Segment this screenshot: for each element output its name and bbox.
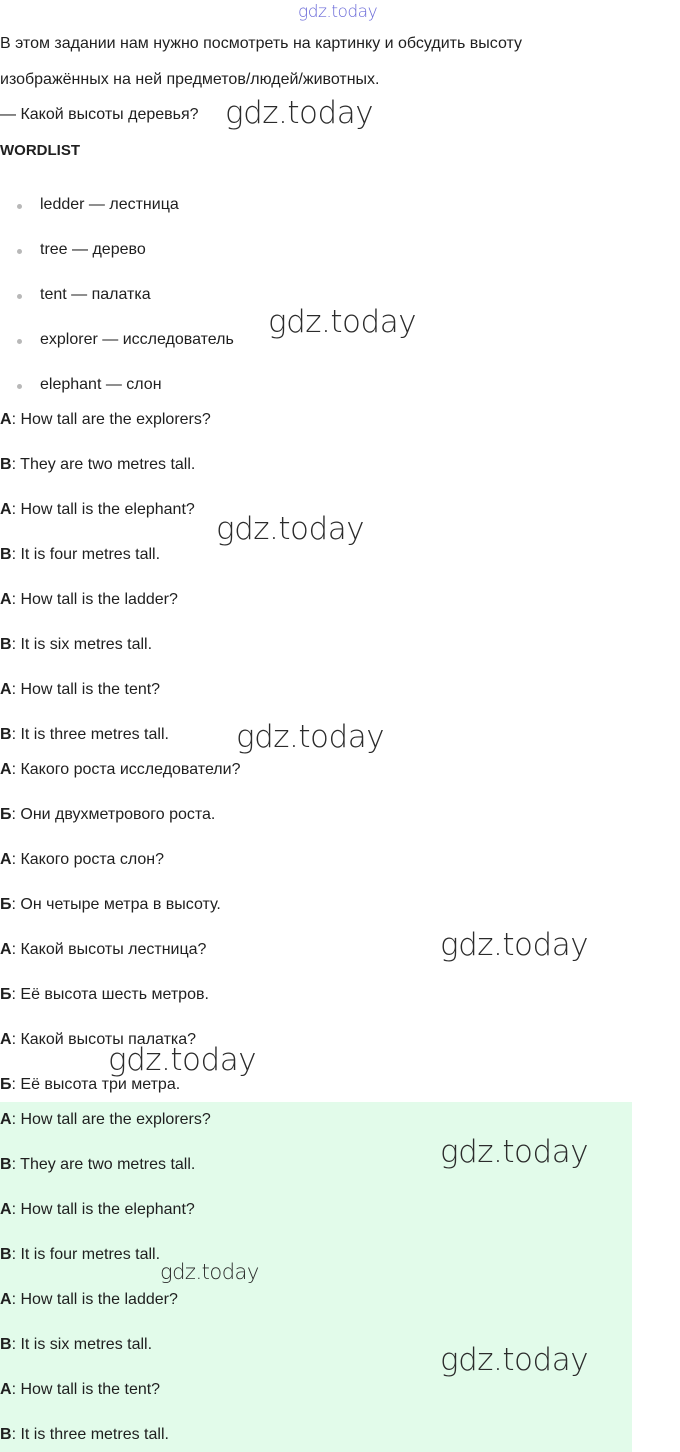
dialogue-line (0, 1156, 195, 1174)
dialogue-text: : How tall are the explorers? (11, 1111, 211, 1128)
dialogue-line (0, 1111, 211, 1129)
list-item: tree — дерево (40, 241, 146, 258)
dialogue-line (0, 1426, 169, 1444)
dialogue-text: : How tall is the tent? (11, 681, 161, 698)
speaker-label: B (0, 546, 12, 563)
intro-question: — Какой высоты деревья? (0, 106, 199, 123)
dialogue-text: : How tall is the tent? (11, 1381, 161, 1398)
dialogue-line (0, 591, 178, 609)
dialogue-text: : How tall are the explorers? (11, 411, 211, 428)
dialogue-line (0, 806, 215, 824)
speaker-label: A (0, 1111, 12, 1128)
dialogue-text: : Какой высоты палатка? (11, 1031, 197, 1048)
list-item: explorer — исследователь (40, 331, 234, 348)
speaker-label: A (0, 1291, 12, 1308)
dialogue-text: : Её высота шесть метров. (11, 986, 209, 1003)
dialogue-text: : They are two metres tall. (11, 1156, 196, 1173)
dialogue-text: : It is three metres tall. (11, 1426, 169, 1443)
dialogue-line (0, 546, 160, 564)
watermark: gdz.today (225, 95, 374, 131)
watermark: gdz.today (108, 1042, 257, 1078)
watermark: gdz.today (440, 1134, 589, 1170)
list-item: ledder — лестница (40, 196, 179, 213)
speaker-label: B (0, 636, 12, 653)
dialogue-text: : Они двухметрового роста. (11, 806, 216, 823)
dialogue-line (0, 456, 195, 474)
list-item: elephant — слон (40, 376, 162, 393)
dialogue-text: : It is four metres tall. (11, 1246, 161, 1263)
dialogue-text: : Её высота три метра. (11, 1076, 181, 1093)
dialogue-text: : It is four metres tall. (11, 546, 161, 563)
speaker-label: B (0, 1156, 12, 1173)
dialogue-line (0, 681, 160, 699)
dialogue-text: : How tall is the elephant? (11, 501, 195, 518)
dialogue-line (0, 726, 169, 744)
watermark: gdz.today (160, 1260, 259, 1284)
dialogue-text: : It is six metres tall. (11, 1336, 153, 1353)
dialogue-line (0, 1336, 152, 1354)
dialogue-line (0, 1381, 160, 1399)
speaker-label: Б (0, 1076, 12, 1093)
watermark: gdz.today (216, 511, 365, 547)
dialogue-line (0, 1291, 178, 1309)
speaker-label: А (0, 1031, 12, 1048)
speaker-label: A (0, 501, 12, 518)
dialogue-line (0, 761, 240, 779)
dialogue-text: : Какого роста слон? (11, 851, 165, 868)
speaker-label: B (0, 726, 12, 743)
watermark: gdz.today (440, 927, 589, 963)
speaker-label: Б (0, 986, 12, 1003)
watermark: gdz.today (268, 304, 417, 340)
dialogue-line (0, 986, 209, 1004)
dialogue-line (0, 896, 221, 914)
speaker-label: А (0, 851, 12, 868)
dialogue-line (0, 636, 152, 654)
speaker-label: B (0, 1426, 12, 1443)
speaker-label: B (0, 1336, 12, 1353)
dialogue-text: : How tall is the ladder? (11, 1291, 178, 1308)
dialogue-text: : It is six metres tall. (11, 636, 153, 653)
watermark: gdz.today (236, 719, 385, 755)
dialogue-line (0, 1201, 195, 1219)
dialogue-line (0, 501, 195, 519)
dialogue-text: : How tall is the ladder? (11, 591, 178, 608)
bullet-icon (17, 339, 22, 344)
bullet-icon (17, 384, 22, 389)
dialogue-line (0, 1246, 160, 1264)
watermark: gdz.today (440, 1342, 589, 1378)
dialogue-text: : How tall is the elephant? (11, 1201, 195, 1218)
intro-line-1: В этом задании нам нужно посмотреть на картинку и обсудить высоту (0, 35, 522, 52)
speaker-label: A (0, 1381, 12, 1398)
dialogue-line (0, 851, 164, 869)
speaker-label: A (0, 681, 12, 698)
intro-line-2: изображённых на ней предметов/людей/животных. (0, 71, 380, 88)
speaker-label: А (0, 941, 12, 958)
speaker-label: A (0, 411, 12, 428)
dialogue-text: : Какой высоты лестница? (11, 941, 207, 958)
dialogue-text: : Какого роста исследователи? (11, 761, 241, 778)
speaker-label: Б (0, 896, 12, 913)
dialogue-text: : Он четыре метра в высоту. (11, 896, 221, 913)
bullet-icon (17, 204, 22, 209)
speaker-label: B (0, 1246, 12, 1263)
dialogue-line (0, 1076, 180, 1094)
dialogue-text: : It is three metres tall. (11, 726, 169, 743)
wordlist-heading: WORDLIST (0, 142, 80, 159)
speaker-label: A (0, 1201, 12, 1218)
speaker-label: B (0, 456, 12, 473)
list-item: tent — палатка (40, 286, 151, 303)
speaker-label: А (0, 761, 12, 778)
bullet-icon (17, 294, 22, 299)
speaker-label: Б (0, 806, 12, 823)
dialogue-text: : They are two metres tall. (11, 456, 196, 473)
speaker-label: A (0, 591, 12, 608)
dialogue-line (0, 941, 206, 959)
bullet-icon (17, 249, 22, 254)
watermark-top: gdz.today (298, 2, 378, 22)
dialogue-line (0, 411, 211, 429)
